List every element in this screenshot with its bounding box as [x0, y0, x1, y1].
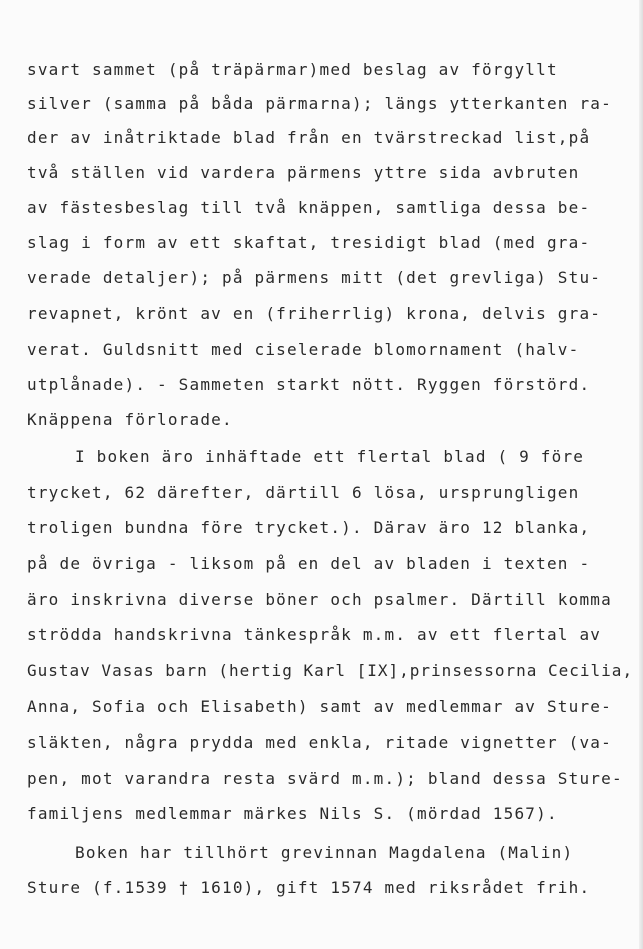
text-line: äro inskrivna diverse böner och psalmer. Därtill komma	[27, 590, 612, 609]
text-line: på de övriga - liksom på en del av bladen i texten -	[27, 554, 591, 573]
paragraph-start-line: Boken har tillhört grevinnan Magdalena (Malin)	[75, 843, 574, 862]
text-line: utplånade). - Sammeten starkt nött. Ryggen förstörd.	[27, 375, 591, 394]
text-line: pen, mot varandra resta svärd m.m.); bland dessa Sture-	[27, 769, 623, 788]
text-line: strödda handskrivna tänkespråk m.m. av ett flertal av	[27, 625, 602, 644]
text-line: trycket, 62 därefter, därtill 6 lösa, ursprungligen	[27, 483, 580, 502]
text-line: troligen bundna före trycket.). Därav äro 12 blanka,	[27, 518, 591, 537]
text-line: familjens medlemmar märkes Nils S. (mördad 1567).	[27, 804, 558, 823]
text-line: Knäppena förlorade.	[27, 410, 233, 429]
paragraph-start-line: I boken äro inhäftade ett flertal blad ( 9 före	[75, 447, 585, 466]
text-line: Anna, Sofia och Elisabeth) samt av medlemmar av Sture-	[27, 697, 612, 716]
text-line: Sture (f.1539 † 1610), gift 1574 med riksrådet frih.	[27, 878, 591, 897]
text-line: revapnet, krönt av en (friherrlig) krona, delvis gra-	[27, 304, 602, 323]
text-line: släkten, några prydda med enkla, ritade vignetter (va-	[27, 733, 612, 752]
text-line: slag i form av ett skaftat, tresidigt blad (med gra-	[27, 233, 591, 252]
text-line: verat. Guldsnitt med ciselerade blomornament (halv-	[27, 340, 580, 359]
text-line: av fästesbeslag till två knäppen, samtliga dessa be-	[27, 198, 591, 217]
text-line: verade detaljer); på pärmens mitt (det grevliga) Stu-	[27, 268, 602, 287]
page-edge-shadow	[639, 0, 643, 949]
text-line: der av inåtriktade blad från en tvärstreckad list,på	[27, 128, 591, 147]
text-line: Gustav Vasas barn (hertig Karl [IX],prinsessorna Cecilia,	[27, 661, 634, 680]
text-line: två ställen vid vardera pärmens yttre sida avbruten	[27, 163, 580, 182]
text-line: svart sammet (på träpärmar)med beslag av förgyllt	[27, 60, 558, 79]
text-line: silver (samma på båda pärmarna); längs ytterkanten ra-	[27, 94, 612, 113]
